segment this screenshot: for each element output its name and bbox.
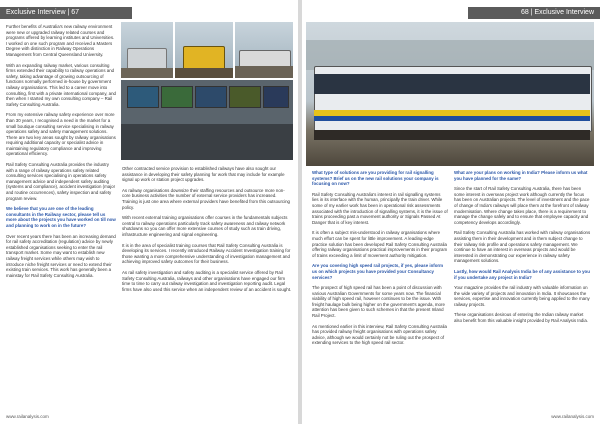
interview-question: What type of solutions are you providing for rail signalling systems? Brief us on the new rail solutions your company is focusing on now? [312, 170, 439, 187]
paragraph: It is often a subject mis-understood in railway organisations where much effort can be spent for little improvement. A leading-edge practice solution has been developed Rail Safety Consulting Australia offering railway organisations practical improvements in their program of trains exceeding a limit of movement authority mitigation. [312, 230, 448, 258]
interview-question: Lastly, how would Rail Analysis India be of any assistance to you if you undertake any project in India? [454, 268, 590, 280]
passenger-train-photo [306, 22, 594, 166]
interview-question: What are your plans on working in India? Please inform us what you have planned for the same? [454, 170, 588, 181]
paragraph: With an expanding railway market, various consulting firms extended their capability to railway operations and safety, taking advantage of growing outsourcing of functions normally performed in-house by government railway organisations. This led to a career move into consulting, first with a private international company, and then when I started my own consulting company – Rail Safety Consulting Australia. [6, 62, 116, 107]
right-page-header: 68 | Exclusive Interview [468, 7, 600, 19]
paragraph: Rail Safety Consulting Australia has worked with railway organisations assisting them in their development and in them subject change to their railway risk profile and operations safety management. We continue to have an interest in overseas projects and would be interested in demonstrating our experience in railway safety management solutions. [454, 230, 591, 264]
left-column-2 [122, 166, 292, 297]
right-page [302, 0, 600, 424]
paragraph: Other contracted service provision to established railways have also sought our assistance in developing their safety planning for work that may include for example signal up work or station project upgrades. [122, 166, 285, 183]
paragraph: From my extensive railway safety experience over more than 30 years, I recognised a need in the market for a small boutique consulting service specialising in railway operations safety and safety management solutions. There are two key areas sought by railway organisations requiring additional capacity or specialist advice in maintaining regulatory compliance and improving operational efficiency. [6, 112, 116, 157]
paragraph: It is in the area of specialist training courses that Rail Safety Consulting Australia is developing its services. I recently introduced Railway Accident Investigation training for those wanting a more comprehensive understanding of investigation management and achieving improved safety outcomes for their business. [122, 242, 291, 265]
paragraph: Your magazine provides the rail industry with valuable information on the wide variety of projects and innovation in India. It showcases the services, expertise and innovation currently being applied to the many railway projects. [454, 285, 590, 307]
left-column-1 [6, 24, 116, 283]
paragraph: As mentioned earlier in this interview, Rail Safety Consulting Australia has provided railway freight organisations with operations safety advice, although we would certainly not be ruling out the prospect of extending services to the high speed rail sector. [312, 323, 447, 346]
left-page [0, 0, 298, 424]
freight-train-photo [175, 22, 233, 78]
interview-question: Are you covering high speed rail projects, if yes, please inform us on which projects you have provided your Consultancy services? [312, 263, 444, 280]
train-station-photo [121, 22, 173, 78]
paragraph: As railway organisations downsize their staffing resources and outsource more non-core business activities the number of external service providers has increased. Training is just one area where external providers have benefited from this outsourcing policy. [122, 187, 290, 210]
right-footer-url: www.railanalysis.com [551, 414, 594, 419]
paragraph: Rail Safety Consulting Australia's interest in rail signalling systems lies in its interface with the human, principally the train driver. While some of my earlier work has been in operational risk assessments associated with the introduction of signalling systems, it is the issue of trains proceeding past a movement authority or Signals Passed At Danger that is of key interest. [312, 191, 448, 225]
right-column-1 [312, 170, 448, 351]
paragraph: As rail safety investigation and safety auditing is a specialist service offered by Rail Safety Consulting Australia, railways and other organisations have engaged our firm time to time to carry out railway investigation and investigation reporting audit. Legal firms have also used this service when an independent review of an accident is sought. [122, 269, 292, 292]
interview-question: We believe that you are one of the leading consultants in the Railway sector, please tell us more about the projects you have worked on till now and planning to work on in the future? [6, 206, 116, 228]
paragraph: The prospect of high speed rail has been a point of discussion with various Australian Governments for some years now. The financial viability of high speed rail, however continues to be the issue. With freight haulage bulk being higher on the government's agenda, more attention has been given to such schemes in that the present Inland Rail Project. [312, 285, 445, 319]
left-footer-url: www.railanalysis.com [6, 414, 49, 419]
paragraph: Since the start of Rail Safety Consulting Australia, there has been some interest in overseas project work although currently the focus has been on Australian projects. The level of investment and the pace of change of India's railways will place them at the forefront of railway modernisation. Where change takes place, there is a requirement to manage the change safely and to ensure that employee capacity and competency develops accordingly. [454, 186, 590, 225]
paragraph: Over recent years there has been an increasing demand for rail safety accreditation (regulation) advice by newly established organisations seeking to enter the rail transport market. Some may want to establish new railway freight services while others may wish to introduce niche freight services or need to extend their existing train services. This work has generally been a mainstay for Rail Safety Consulting Australia. [6, 233, 116, 278]
paragraph: Further benefits of Australia's new railway environment were new or upgraded railway related courses and programs offered by learning institutes and Universities. I worked on one such program and received a Masters Degree with distinction in Railway Operations Management from Central Queensland University. [6, 24, 115, 57]
right-column-2 [454, 170, 592, 329]
paragraph: Rail Safety Consulting Australia provides the industry with a range of railway operations safety related consulting services specialising in operations safety management advice and independent safety auditing (systems and compliance), accident investigation (major and routine occurrences), safety inspection and safety program review. [6, 162, 116, 201]
paragraph: These organisations desirous of entering the Indian railway market also benefit from this valuable insight provided by Rail Analysis India. [454, 312, 588, 324]
control-room-photo [121, 80, 293, 160]
paragraph: With recent external training organisations offer courses in the fundamentals subjects central to railway operations particularly track safety awareness and railway network shutdowns so you can offer more extensive courses of study such as train driving, infrastructure engineering and signal engineering. [122, 215, 288, 237]
left-page-header: Exclusive Interview | 67 [0, 7, 132, 19]
train-yard-photo [235, 22, 293, 78]
